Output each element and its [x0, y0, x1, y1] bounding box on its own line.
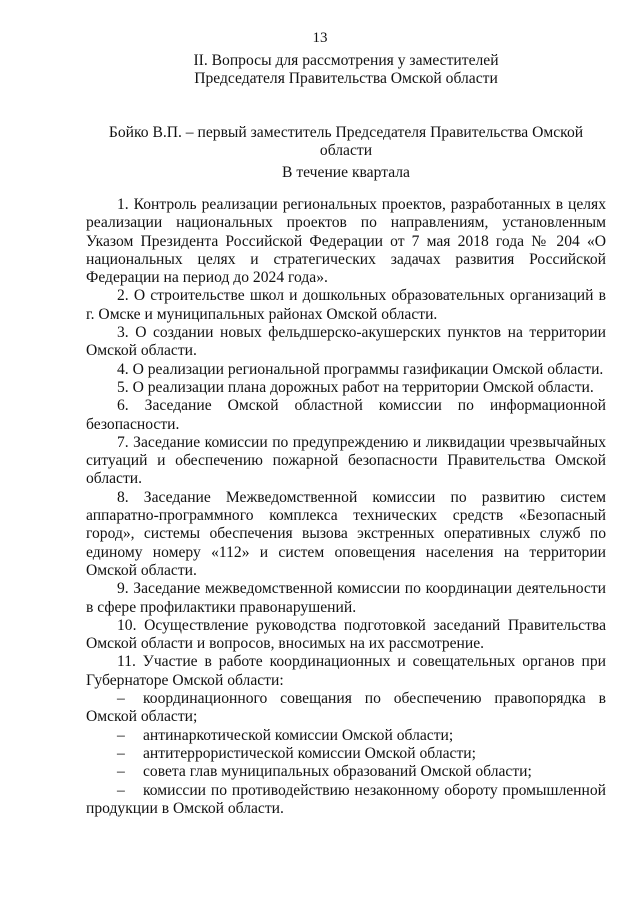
sub-item: [86, 690, 606, 727]
sub-item-text: координационного совещания по обеспечению правопорядка в Омской области;: [86, 690, 606, 726]
dash-marker: –: [117, 726, 125, 744]
dash-marker: –: [117, 763, 125, 781]
section-heading-line-2: Председателя Правительства Омской области: [194, 69, 498, 87]
agenda-item: 7. Заседание комиссии по предупреждению и ликвидации чрезвычайных ситуаций и обеспечению пожарной безопасности Правительства Омской области.: [86, 433, 606, 488]
sub-item: [86, 763, 606, 781]
agenda-item: 6. Заседание Омской областной комиссии по информационной безопасности.: [86, 397, 606, 433]
agenda-item: 4. О реализации региональной программы газификации Омской области.: [117, 360, 604, 378]
agenda-list: [86, 196, 606, 818]
dash-marker: –: [117, 781, 125, 799]
official-title: Бойко В.П. – первый заместитель Председателя Правительства Омской области: [108, 124, 584, 160]
dash-marker: –: [117, 690, 125, 708]
agenda-item: 3. О создании новых фельдшерско-акушерских пунктов на территории Омской области.: [86, 324, 606, 360]
period-heading: В течение квартала: [282, 164, 410, 181]
section-heading-line-1: II. Вопросы для рассмотрения у заместителей: [193, 52, 499, 69]
sub-item: [86, 745, 606, 763]
sub-item-text: антинаркотической комиссии Омской области;: [143, 726, 454, 744]
dash-marker: –: [117, 744, 125, 762]
sub-item-text: совета глав муниципальных образований Омской области;: [143, 763, 532, 781]
agenda-item: 11. Участие в работе координационных и совещательных органов при Губернаторе Омской области:: [86, 653, 606, 689]
agenda-item: 9. Заседание межведомственной комиссии по координации деятельности в сфере профилактики правонарушений.: [86, 580, 606, 616]
sub-item: [86, 782, 606, 819]
agenda-item: 2. О строительстве школ и дошкольных образовательных организаций в г. Омске и муниципальных районах Омской области.: [86, 287, 606, 323]
agenda-item: 10. Осуществление руководства подготовкой заседаний Правительства Омской области и вопросов, вносимых на их рассмотрение.: [86, 616, 606, 653]
agenda-item: 5. О реализации плана дорожных работ на территории Омской области.: [117, 378, 594, 396]
sub-item-text: комиссии по противодействию незаконному обороту промышленной продукции в Омской области.: [86, 781, 606, 817]
agenda-item: 8. Заседание Межведомственной комиссии по развитию систем аппаратно-программного комплекса технических средств «Безопасный город», системы обеспечения вызова экстренных оперативных служб по единому номеру «112» и систем оповещения населения на территории Омской области.: [86, 488, 606, 579]
sub-item-text: антитеррористической комиссии Омской области;: [143, 744, 476, 762]
sub-item: [86, 727, 606, 745]
section-heading: [86, 52, 606, 87]
agenda-item: 1. Контроль реализации региональных проектов, разработанных в целях реализации национальных проектов по направлениям, установленным Указом Президента Российской Федерации от 7 мая 2018 года № 204 «О национальных целях и стратегических задачах развития Российской Федерации на период до 2024 года».: [86, 196, 606, 287]
page-number: 13: [312, 30, 328, 46]
